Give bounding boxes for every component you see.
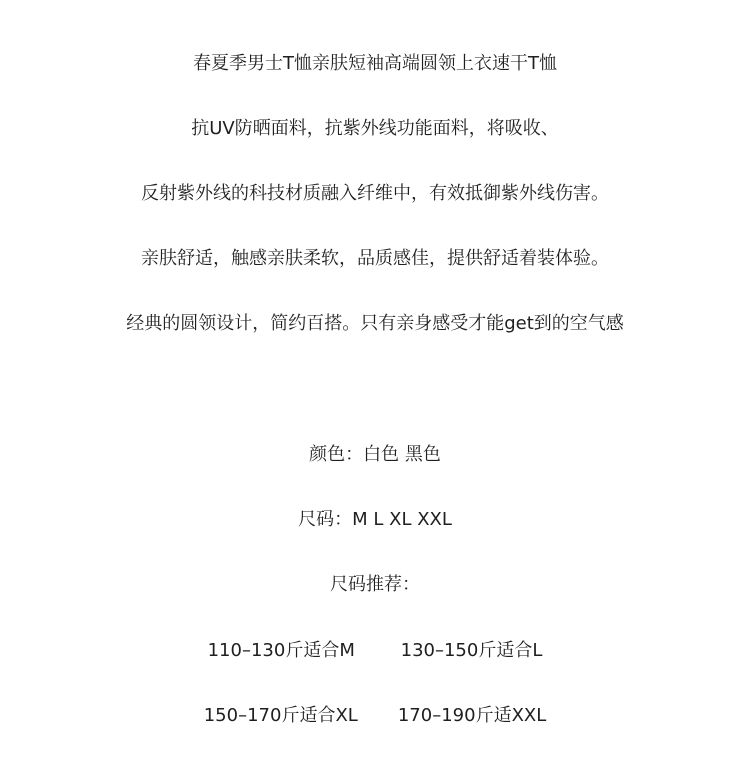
size-recommend-row: 110–130斤适合M 130–150斤适合L [207,640,543,661]
product-title: 春夏季男士T恤亲肤短袖高端圆领上衣速干T恤 [193,53,557,74]
color-options: 颜色：白色 黑色 [309,444,441,465]
size-recommend-title: 尺码推荐： [330,574,420,595]
feature-line-collar: 经典的圆领设计，简约百搭。只有亲身感受才能get到的空气感 [126,313,624,334]
feature-line-uv: 抗UV防晒面料，抗紫外线功能面料，将吸收、 [191,118,559,139]
size-recommend-row: 150–170斤适合XL 170–190斤适XXL [203,705,547,726]
size-options: 尺码：M L XL XXL [298,509,452,530]
feature-line-comfort: 亲肤舒适，触感亲肤柔软，品质感佳，提供舒适着装体验。 [141,248,609,269]
feature-line-fiber: 反射紫外线的科技材质融入纤维中，有效抵御紫外线伤害。 [141,183,609,204]
